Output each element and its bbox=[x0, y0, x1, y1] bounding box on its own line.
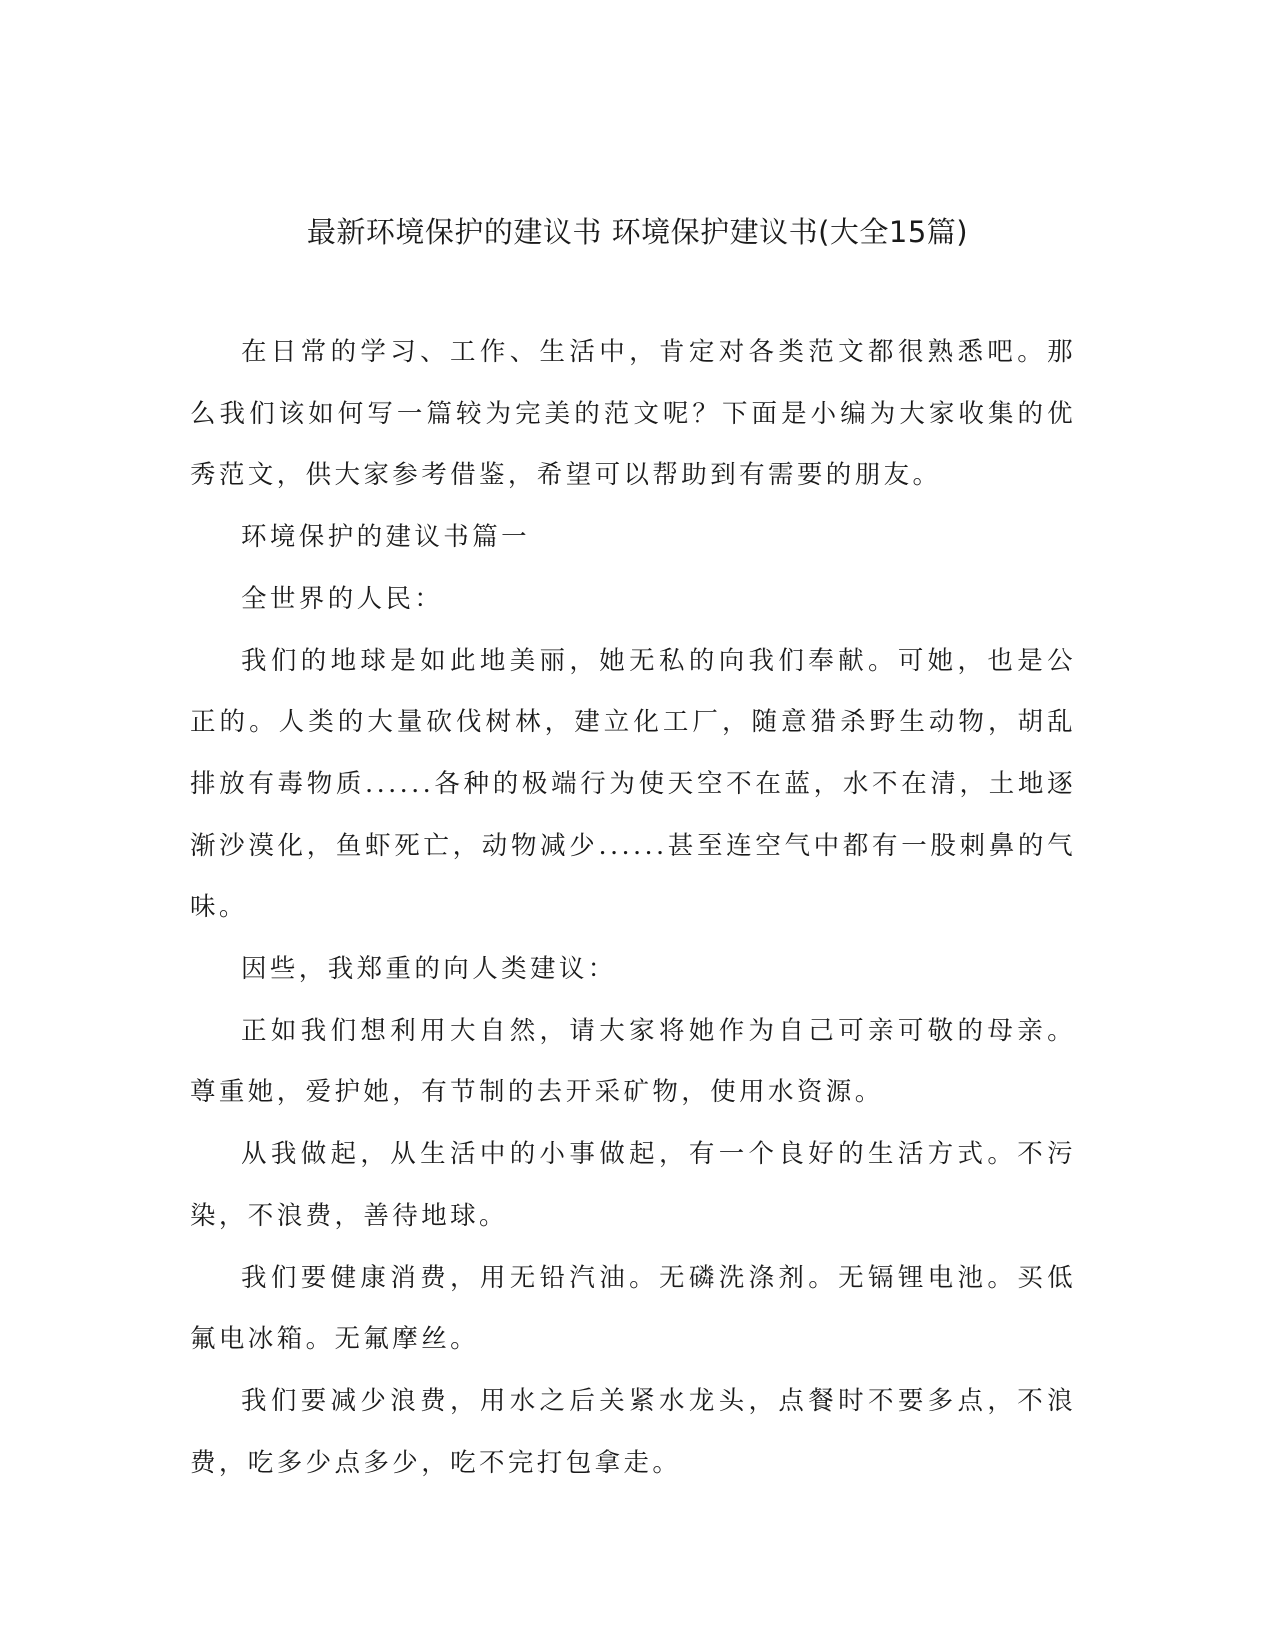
paragraph-earth: 我们的地球是如此地美丽，她无私的向我们奉献。可她，也是公正的。人类的大量砍伐树林，建立化工厂，随意猎杀野生动物，胡乱排放有毒物质......各种的极端行为使天空不在蓝，水不在清，土地逐渐沙漠化，鱼虾死亡，动物减少......甚至连空气中都有一股刺鼻的气味。 bbox=[190, 645, 1076, 923]
document-title: 最新环境保护的建议书 环境保护建议书(大全15篇) bbox=[306, 215, 969, 249]
paragraph-respect-nature: 正如我们想利用大自然，请大家将她作为自己可亲可敬的母亲。尊重她，爱护她，有节制的去开采矿物，使用水资源。 bbox=[190, 1015, 1076, 1108]
paragraph-intro: 在日常的学习、工作、生活中，肯定对各类范文都很熟悉吧。那么我们该如何写一篇较为完美的范文呢？下面是小编为大家收集的优秀范文，供大家参考借鉴，希望可以帮助到有需要的朋友。 bbox=[190, 337, 1076, 491]
paragraph-start-from-me: 从我做起，从生活中的小事做起，有一个良好的生活方式。不污染，不浪费，善待地球。 bbox=[190, 1139, 1076, 1231]
paragraph-healthy-consumption: 我们要健康消费，用无铅汽油。无磷洗涤剂。无镉锂电池。买低氟电冰箱。无氟摩丝。 bbox=[190, 1262, 1076, 1355]
paragraph-reduce-waste: 我们要减少浪费，用水之后关紧水龙头，点餐时不要多点，不浪费，吃多少点多少，吃不完打包拿走。 bbox=[190, 1385, 1076, 1478]
salutation: 全世界的人民： bbox=[241, 583, 444, 614]
paragraph-proposal-intro: 因些，我郑重的向人类建议： bbox=[241, 954, 617, 985]
document-body bbox=[190, 322, 1076, 1494]
section-heading: 环境保护的建议书篇一 bbox=[241, 522, 531, 553]
